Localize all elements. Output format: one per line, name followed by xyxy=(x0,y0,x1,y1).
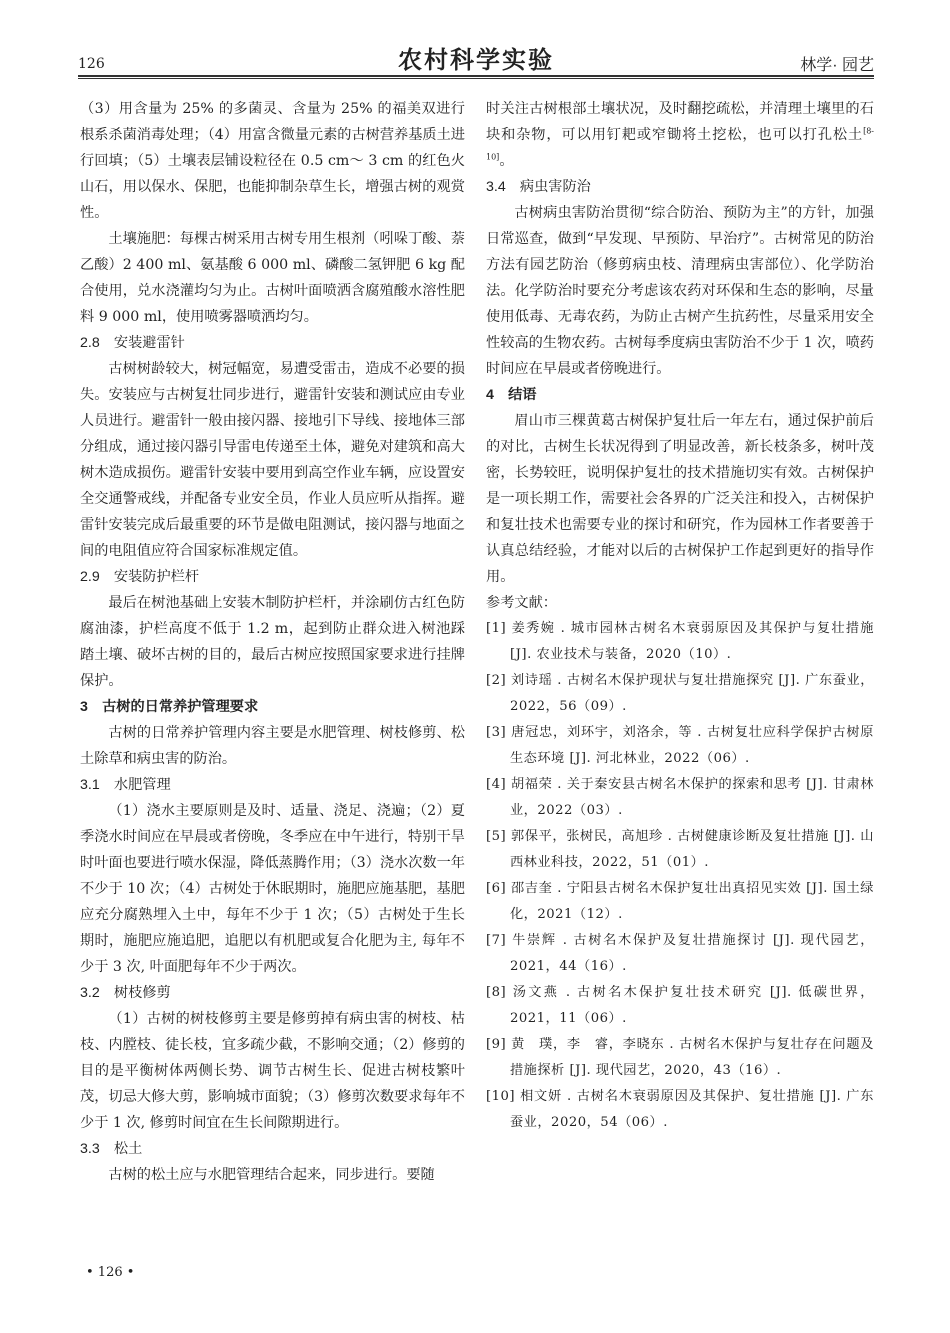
citation-marker: [8-10] xyxy=(486,126,874,162)
section-heading-3-2: 3.2 树枝修剪 xyxy=(80,985,171,1001)
reference-item: [5] 郭保平，张树民，高旭珍 . 古树健康诊断及复壮措施 [J]. 山西林业科技，2022，51（01）. xyxy=(486,829,874,870)
section-heading-4: 4 结语 xyxy=(486,387,537,403)
body-paragraph: 最后在树池基础上安装木制防护栏杆，并涂刷仿古红色防腐油漆，护栏高度不低于 1.2 m，起到防止群众进入树池踩踏土壤、破坏古树的目的，最后古树应按照国家要求进行挂牌保护。 xyxy=(80,595,465,689)
reference-item: [7] 牛崇辉 . 古树名木保护及复壮措施探讨 [J]. 现代园艺，2021，44（16）. xyxy=(486,933,874,974)
paragraph-end: 。 xyxy=(499,153,514,169)
body-paragraph: 古树病虫害防治贯彻“综合防治、预防为主”的方针，加强日常巡查，做到“早发现、早预防、早治疗”。古树常见的防治方法有园艺防治（修剪病虫枝、清理病虫害部位）、化学防治法。化学防治时要充分考虑该农药对环保和生态的影响，尽量使用低毒、无毒农药，为防止古树产生抗药性，尽量采用安全性较高的生物农药。古树每季度病虫害防治不少于 1 次，喷药时间应在早晨或者傍晚进行。 xyxy=(486,205,874,377)
header-rule-thin xyxy=(78,78,874,79)
header-rule-thick xyxy=(78,75,874,77)
journal-title: 农村科学实验 xyxy=(398,45,554,74)
references-title: 参考文献： xyxy=(486,595,557,611)
section-heading-2-9: 2.9 安装防护栏杆 xyxy=(80,569,200,585)
body-paragraph: （3）用含量为 25% 的多菌灵、含量为 25% 的福美双进行根系杀菌消毒处理；（4）用富含微量元素的古树营养基质土进行回填；（5）土壤表层铺设粒径在 0.5 cm～ 3 cm 的红色火山石，用以保水、保肥，也能抑制杂草生长，增强古树的观赏性。 xyxy=(80,101,465,221)
paragraph-text: 时关注古树根部土壤状况，及时翻挖疏松，并清理土壤里的石块和杂物，可以用钉耙或窄锄将土挖松，也可以打孔松土 xyxy=(486,101,874,143)
reference-list xyxy=(486,616,874,1136)
section-heading-3-4: 3.4 病虫害防治 xyxy=(486,179,591,195)
section-heading-3: 3 古树的日常养护管理要求 xyxy=(80,699,259,715)
body-paragraph: 古树的日常养护管理内容主要是水肥管理、树枝修剪、松土除草和病虫害的防治。 xyxy=(80,725,465,767)
reference-item: [4] 胡福荣 . 关于秦安县古树名木保护的探索和思考 [J]. 甘肃林业，2022（03）. xyxy=(486,777,874,818)
body-paragraph: 土壤施肥：每棵古树采用古树专用生根剂（吲哚丁酸、萘乙酸）2 400 ml、氨基酸 6 000 ml、磷酸二氢钾肥 6 kg 配合使用，兑水浇灌均匀为止。古树叶面喷洒含腐殖酸水溶性肥料 9 000 ml，使用喷雾器喷洒均匀。 xyxy=(80,231,465,325)
body-paragraph xyxy=(486,96,874,174)
reference-item: [1] 姜秀婉 . 城市园林古树名木衰弱原因及其保护与复壮措施 [J]. 农业技术与装备，2020（10）. xyxy=(486,621,874,662)
reference-item: [2] 刘诗瑶 . 古树名木保护现状与复壮措施探究 [J]. 广东蚕业，2022，56（09）. xyxy=(486,673,874,714)
left-column xyxy=(80,96,465,1188)
section-heading-2-8: 2.8 安装避雷针 xyxy=(80,335,185,351)
header-page-number: 126 xyxy=(78,56,105,72)
reference-item: [3] 唐冠忠，刘环宇，刘洛余，等 . 古树复壮应科学保护古树原生态环境 [J]. 河北林业，2022（06）. xyxy=(486,725,874,766)
section-heading-3-1: 3.1 水肥管理 xyxy=(80,777,171,793)
body-paragraph: （1）古树的树枝修剪主要是修剪掉有病虫害的树枝、枯枝、内膛枝、徒长枝，宜多疏少截，不影响交通；（2）修剪的目的是平衡树体两侧长势、调节古树生长、促进古树枝繁叶茂，切忌大修大剪，影响城市面貌；（3）修剪次数要求每年不少于 1 次, 修剪时间宜在生长间隙期进行。 xyxy=(80,1011,465,1131)
body-paragraph: 古树树龄较大，树冠幅宽，易遭受雷击，造成不必要的损失。安装应与古树复壮同步进行，避雷针安装和测试应由专业人员进行。避雷针一般由接闪器、接地引下导线、接地体三部分组成，通过接闪器引导雷电传递至土体，避免对建筑和高大树木造成损伤。避雷针安装中要用到高空作业车辆，应设置安全交通警戒线，并配备专业安全员，作业人员应听从指挥。避雷针安装完成后最重要的环节是做电阻测试，接闪器与地面之间的电阻值应符合国家标准规定值。 xyxy=(80,361,465,559)
body-paragraph: 眉山市三棵黄葛古树保护复壮后一年左右，通过保护前后的对比，古树生长状况得到了明显改善，新长枝条多，树叶茂密，长势较旺，说明保护复壮的技术措施切实有效。古树保护是一项长期工作，需要社会各界的广泛关注和投入，古树保护和复壮技术也需要专业的探讨和研究，作为园林工作者要善于认真总结经验，才能对以后的古树保护工作起到更好的指导作用。 xyxy=(486,413,874,585)
right-column xyxy=(486,96,874,1136)
running-header xyxy=(78,38,874,74)
reference-item: [8] 汤文燕 . 古树名木保护复壮技术研究 [J]. 低碳世界，2021，11（06）. xyxy=(486,985,874,1026)
body-paragraph: 古树的松土应与水肥管理结合起来，同步进行。要随 xyxy=(108,1167,435,1183)
footer-page-number: • 126 • xyxy=(86,1265,135,1280)
section-heading-3-3: 3.3 松土 xyxy=(80,1141,143,1157)
reference-item: [9] 黄 璞，李 睿，李晓东 . 古树名木保护与复壮存在问题及措施探析 [J]. 现代园艺，2020，43（16）. xyxy=(486,1037,874,1078)
reference-item: [10] 相文妍 . 古树名木衰弱原因及其保护、复壮措施 [J]. 广东蚕业，2020，54（06）. xyxy=(486,1089,874,1130)
reference-item: [6] 邵吉奎 . 宁阳县古树名木保护复壮出真招见实效 [J]. 国土绿化，2021（12）. xyxy=(486,881,874,922)
body-paragraph: （1）浇水主要原则是及时、适量、浇足、浇遍；（2）夏季浇水时间应在早晨或者傍晚，冬季应在中午进行，特别干旱时叶面也要进行喷水保湿，降低蒸腾作用；（3）浇水次数一年不少于 10 次；（4）古树处于休眠期时，施肥应施基肥，基肥应充分腐熟埋入土中，每年不少于 1 次；（5）古树处于生长期时，施肥应施追肥，追肥以有机肥或复合化肥为主, 每年不少于 3 次, 叶面肥每年不少于两次。 xyxy=(80,803,465,975)
section-label: 林学· 园艺 xyxy=(800,57,874,74)
